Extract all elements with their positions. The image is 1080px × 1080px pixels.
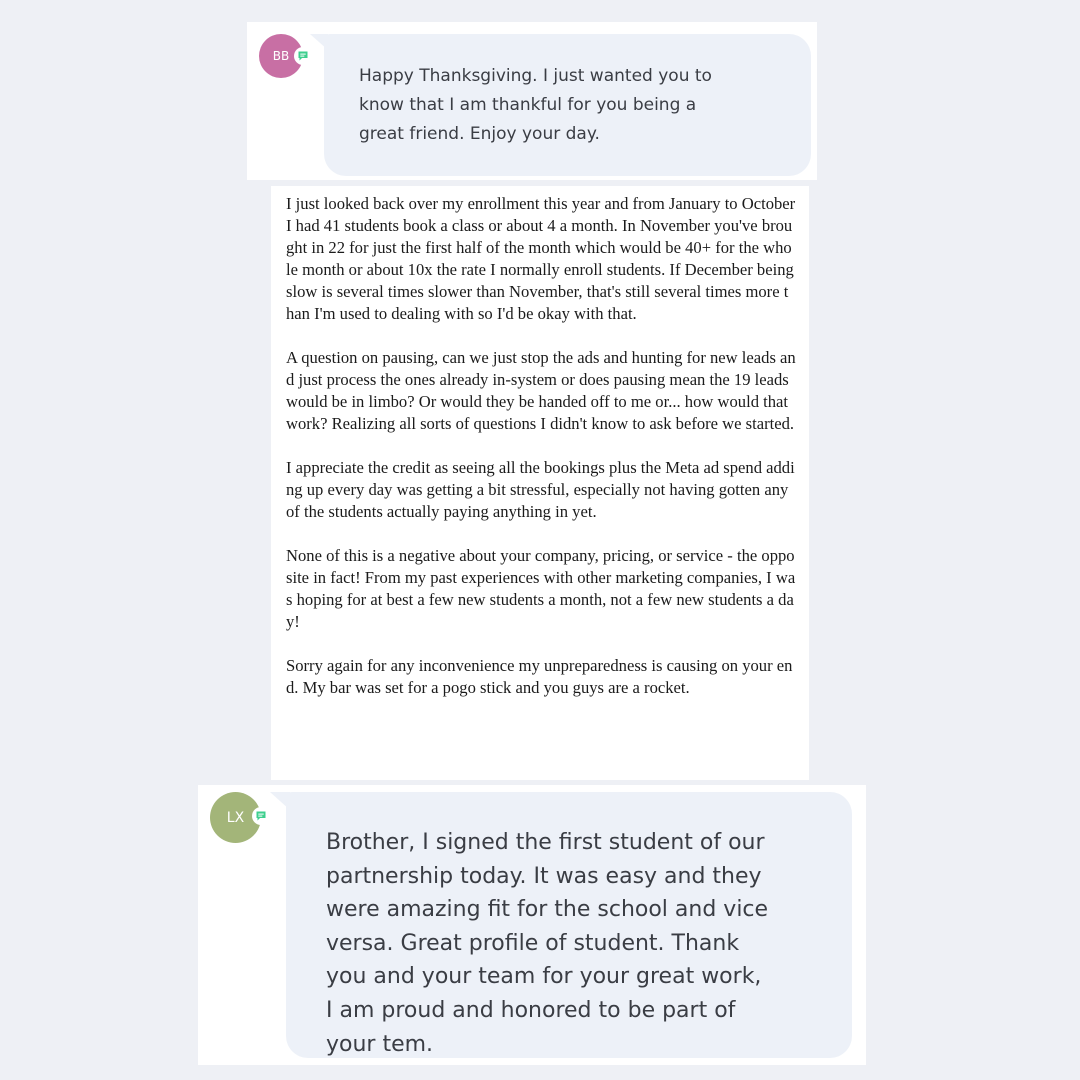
avatar-initials: LX xyxy=(226,809,245,826)
message-bubble xyxy=(286,792,852,1058)
email-paragraph: None of this is a negative about your company, pricing, or service - the opposite in fact! From my past experiences with other marketing companies, I was hoping for at best a few new students a month, not a few new students a day! xyxy=(286,546,796,631)
email-paragraph: I just looked back over my enrollment this year and from January to October I had 41 students book a class or about 4 a month. In November you've brought in 22 for just the first half of the month which would be 40+ for the whole month or about 10x the rate I normally enroll students. If December being slow is several times slower than November, that's still several times more than I'm used to dealing with so I'd be okay with that. xyxy=(286,194,796,323)
message-bubble xyxy=(324,34,811,176)
testimonial-card-bb xyxy=(247,22,817,180)
email-paragraph: I appreciate the credit as seeing all the bookings plus the Meta ad spend adding up every day was getting a bit stressful, especially not having gotten any of the students actually paying anything in yet. xyxy=(286,458,795,521)
email-paragraph: A question on pausing, can we just stop the ads and hunting for new leads and just process the ones already in-system or does pausing mean the 19 leads would be in limbo? Or would they be handed off to me or... how would that work? Realizing all sorts of questions I didn't know to ask before we started. xyxy=(286,348,796,433)
email-paragraph: Sorry again for any inconvenience my unpreparedness is causing on your end. My bar was set for a pogo stick and you guys are a rocket. xyxy=(286,656,793,697)
email-testimonial-card xyxy=(271,186,809,780)
message-text: Brother, I signed the first student of our partnership today. It was easy and they were amazing fit for the school and vice versa. Great profile of student. Thank you and your team for your great work, I am proud and honored to be part of your tem. xyxy=(326,830,769,1057)
avatar-initials: BB xyxy=(272,49,290,63)
message-text: Happy Thanksgiving. I just wanted you to know that I am thankful for you being a great friend. Enjoy your day. xyxy=(359,66,712,144)
testimonial-card-lx xyxy=(198,785,866,1065)
email-body xyxy=(286,193,796,699)
chat-bubble-icon xyxy=(252,807,270,825)
